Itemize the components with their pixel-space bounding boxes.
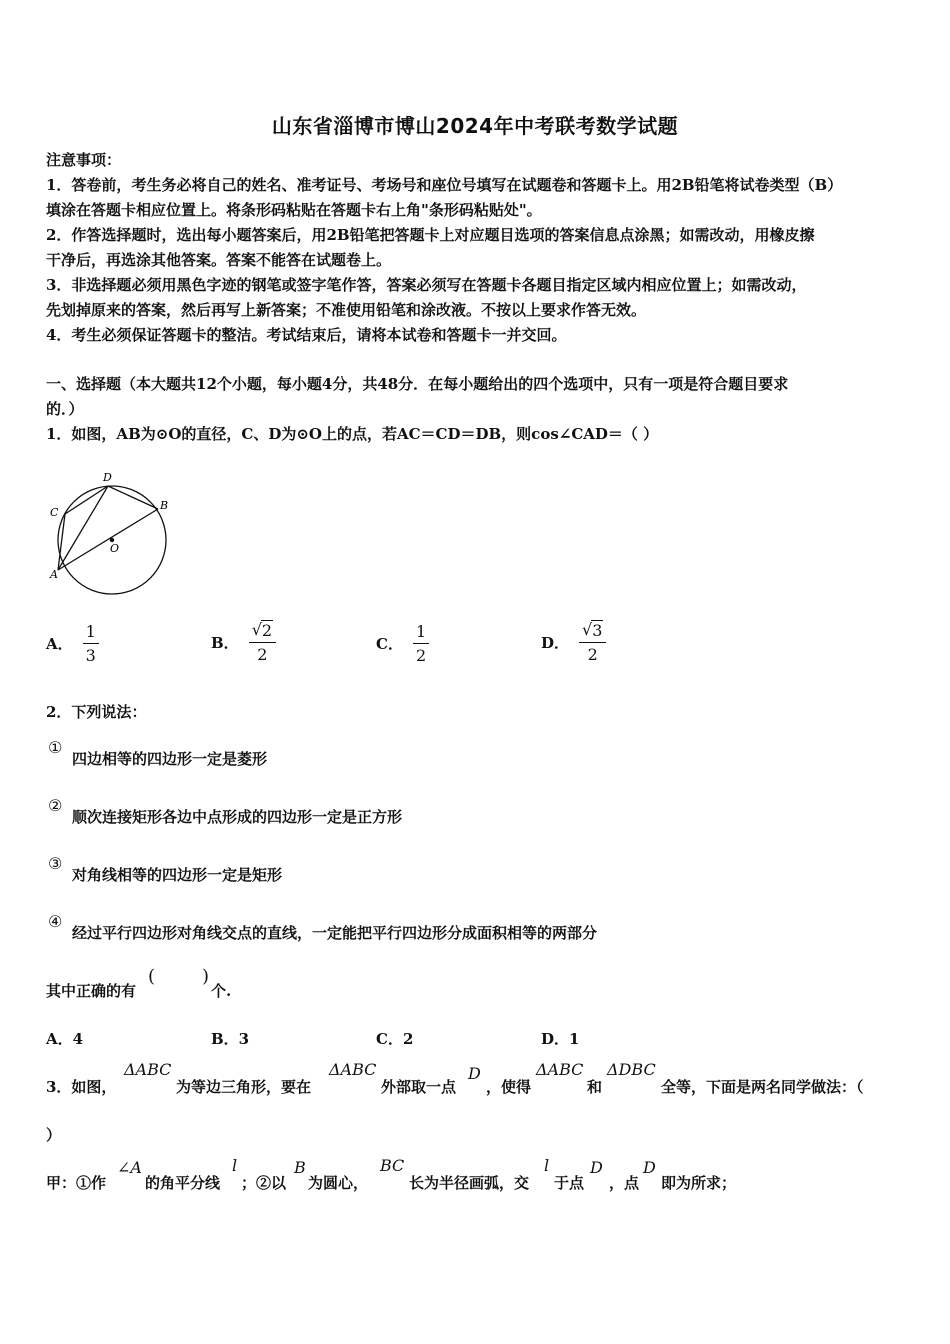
q2-conclusion-post: 个. xyxy=(211,982,232,1000)
q2-item-text: 对角线相等的四边形一定是矩形 xyxy=(72,866,283,884)
q3-jia-text: 即为所求； xyxy=(661,1174,737,1192)
denominator: 2 xyxy=(587,645,598,664)
numerator xyxy=(579,620,606,643)
option-fraction xyxy=(579,620,606,664)
q3-math: ΔABC xyxy=(124,1060,172,1079)
q1-option-d[interactable] xyxy=(541,620,606,664)
q2-option-a[interactable]: A．4 xyxy=(46,1030,84,1048)
circled-number: ④ xyxy=(48,912,63,931)
option-label: C． xyxy=(376,635,403,653)
segment-cd xyxy=(65,486,108,514)
q3-math: ΔABC xyxy=(536,1060,584,1079)
option-label: B． xyxy=(211,633,239,652)
q2-conclusion-pre: 其中正确的有 xyxy=(46,982,137,1000)
circled-number: ② xyxy=(48,796,63,815)
notes-line: 4．考生必须保证答题卡的整洁。考试结束后，请将本试卷和答题卡一并交回。 xyxy=(46,326,567,344)
denominator: 2 xyxy=(257,645,268,664)
label-a: A xyxy=(50,568,58,581)
q3-math: D xyxy=(643,1158,656,1177)
notes-line: 1．答卷前，考生务必将自己的姓名、准考证号、考场号和座位号填写在试题卷和答题卡上。用2B铅笔将试卷类型（B） xyxy=(46,176,843,194)
segment-ad xyxy=(58,486,108,570)
q3-jia-text: 的角平分线 xyxy=(145,1174,221,1192)
q3-math: l xyxy=(232,1156,238,1175)
q3-math: BC xyxy=(380,1156,405,1175)
q3-math: ∠A xyxy=(117,1158,142,1177)
label-c: C xyxy=(50,506,59,519)
option-label: A． xyxy=(46,635,73,653)
q3-jia-text: ，点 xyxy=(609,1174,640,1192)
notes-line: 干净后，再选涂其他答案。答案不能答在试题卷上。 xyxy=(46,251,392,269)
q3-text: ，使得 xyxy=(486,1078,532,1096)
q1-stem: 1．如图，AB为⊙O的直径，C、D为⊙O上的点，若AC＝CD＝DB，则cos∠CAD＝（ ） xyxy=(46,425,659,443)
notes-line: 3．非选择题必须用黑色字迹的钢笔或签字笔作答，答案必须写在答题卡各题目指定区域内相应位置上；如需改动， xyxy=(46,276,807,294)
option-fraction xyxy=(413,622,429,665)
q3-text: 外部取一点 xyxy=(381,1078,457,1096)
q2-option-c[interactable]: C．2 xyxy=(376,1030,414,1048)
q2-option-d[interactable]: D．1 xyxy=(541,1030,580,1048)
q3-text: 3．如图， xyxy=(46,1078,117,1096)
numerator: 1 xyxy=(83,622,99,644)
label-b: B xyxy=(160,499,169,512)
segment-db xyxy=(108,486,158,509)
answer-paren-close: ) xyxy=(202,966,210,987)
page-title: 山东省淄博市博山2024年中考联考数学试题 xyxy=(271,114,679,138)
q3-math: ΔDBC xyxy=(607,1060,656,1079)
notes-block xyxy=(46,148,906,348)
q3-jia-text: 于点 xyxy=(554,1174,585,1192)
q3-text: ） xyxy=(46,1126,62,1144)
q3-math: D xyxy=(590,1158,603,1177)
denominator: 2 xyxy=(415,646,427,665)
q1-option-b[interactable] xyxy=(211,620,276,664)
label-o: O xyxy=(110,542,120,555)
q2-stem: 2．下列说法： xyxy=(46,703,147,721)
q3-text: 为等边三角形，要在 xyxy=(176,1078,312,1096)
numerator: 1 xyxy=(413,622,429,644)
q3-math: l xyxy=(544,1156,550,1175)
q3-jia-text: 长为半径画弧，交 xyxy=(409,1174,530,1192)
q3-jia-text: ；②以 xyxy=(241,1174,287,1192)
option-fraction xyxy=(83,622,99,665)
circled-number: ① xyxy=(48,738,63,757)
sqrt-sign: √ xyxy=(582,620,593,639)
numerator xyxy=(249,620,276,643)
option-label: D． xyxy=(541,633,570,652)
q3-math: B xyxy=(294,1158,306,1177)
denominator: 3 xyxy=(85,646,96,665)
q1-circle-figure xyxy=(46,468,186,598)
q3-jia-text: 为圆心， xyxy=(308,1174,369,1192)
q2-item-text: 经过平行四边形对角线交点的直线，一定能把平行四边形分成面积相等的两部分 xyxy=(72,924,598,942)
q2-item-text: 四边相等的四边形一定是菱形 xyxy=(72,750,268,768)
radicand: 3 xyxy=(592,621,603,640)
section-heading-line: 一、选择题（本大题共12个小题，每小题4分，共48分．在每小题给出的四个选项中，只有一项是符合题目要求 xyxy=(46,375,789,393)
q2-option-b[interactable]: B．3 xyxy=(211,1030,250,1048)
notes-line: 先划掉原来的答案，然后再写上新答案；不准使用铅笔和涂改液。不按以上要求作答无效。 xyxy=(46,301,647,319)
notes-line: 2．作答选择题时，选出每小题答案后，用2B铅笔把答题卡上对应题目选项的答案信息点涂黑；如需改动，用橡皮擦 xyxy=(46,226,815,244)
q1-option-a[interactable] xyxy=(46,622,99,665)
circled-number: ③ xyxy=(48,854,63,873)
section-heading-line: 的．） xyxy=(46,400,84,418)
q3-math: D xyxy=(468,1064,481,1083)
section-heading xyxy=(46,372,906,447)
q3-jia-text: 甲：①作 xyxy=(46,1174,107,1192)
q2-item-text: 顺次连接矩形各边中点形成的四边形一定是正方形 xyxy=(72,808,403,826)
notes-heading: 注意事项： xyxy=(46,151,122,169)
notes-line: 填涂在答题卡相应位置上。将条形码粘贴在答题卡右上角"条形码粘贴处"。 xyxy=(46,201,542,219)
option-fraction xyxy=(249,620,276,664)
label-d: D xyxy=(103,471,112,484)
q1-option-c[interactable] xyxy=(376,622,429,665)
answer-paren-open: ( xyxy=(148,966,156,987)
segment-ab xyxy=(58,509,158,570)
q3-text: 和 xyxy=(587,1078,603,1096)
q3-text: 全等，下面是两名同学做法：（ xyxy=(661,1078,864,1096)
radicand: 2 xyxy=(261,621,273,640)
q3-math: ΔABC xyxy=(329,1060,377,1079)
sqrt-sign: √ xyxy=(251,620,262,639)
